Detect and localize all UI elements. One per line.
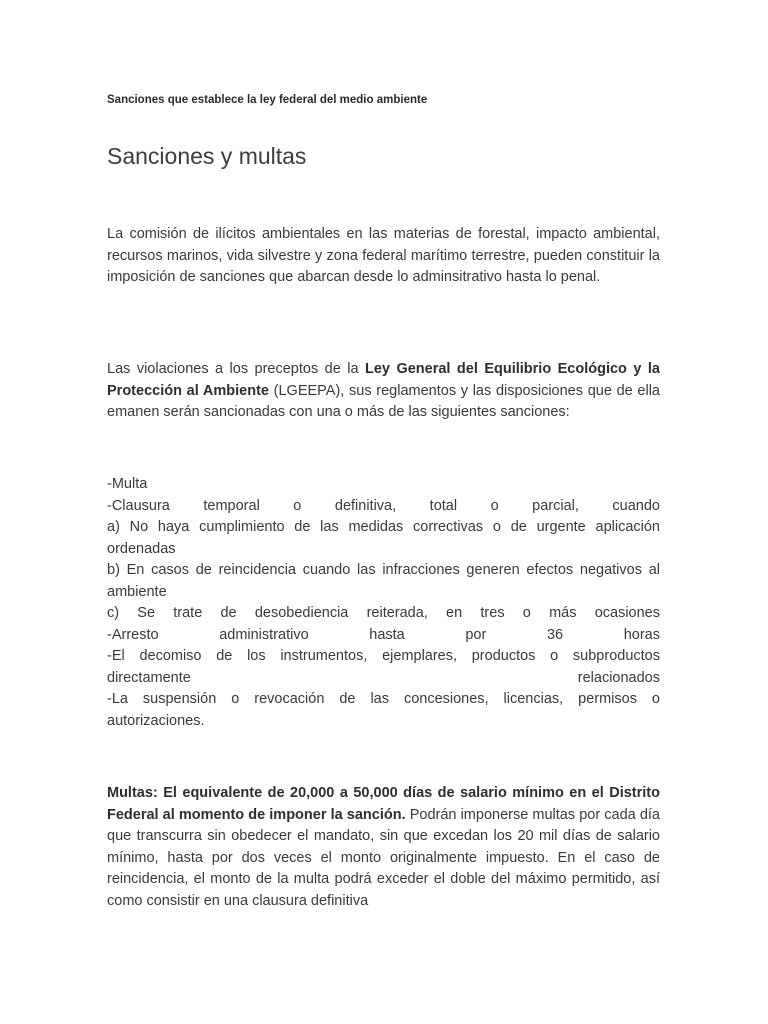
fines-text: Podrán imponerse multas por cada día que transcurra sin obedecer el mandato, sin que excedan los 20 mil días de salario mínimo, hasta por dos veces el monto originalmente impuesto. En el caso de reincidencia, el monto de la multa podrá exceder el doble del máximo permitido, así como consistir en una clausura definitiva	[107, 806, 660, 909]
list-item-clausura: -Clausura temporal o definitiva, total o parcial, cuando	[107, 497, 660, 514]
list-item-a: a) No haya cumplimiento de las medidas correctivas o de urgente aplicación ordenadas	[107, 519, 660, 557]
list-item-arresto: -Arresto administrativo hasta por 36 horas	[107, 626, 660, 643]
violations-text-end: (LGEEPA), sus reglamentos y las disposiciones que de ella emanen serán sancionadas con una o más de las siguientes sanciones:	[107, 382, 660, 420]
violations-paragraph	[107, 359, 660, 424]
fines-heading: Multas: El equivalente de 20,000 a 50,000 días de salario mínimo en el Distrito Federal al momento de imponer la sanción.	[107, 785, 660, 823]
list-item-c: c) Se trate de desobediencia reiterada, en tres o más ocasiones	[107, 605, 660, 621]
list-item-decomiso: -El decomiso de los instrumentos, ejemplares, productos o subproductos	[107, 648, 660, 664]
intro-paragraph: La comisión de ilícitos ambientales en las materias de forestal, impacto ambiental, recursos marinos, vida silvestre y zona federal marítimo terrestre, pueden constituir la imposición de sanciones que abarcan desde lo adminsitrativo hasta lo penal.	[107, 226, 660, 285]
page-title: Sanciones y multas	[107, 143, 307, 169]
violations-text-start: Las violaciones a los preceptos de la	[107, 361, 366, 377]
sanctions-list	[107, 474, 660, 732]
document-header: Sanciones que establece la ley federal del medio ambiente	[107, 94, 428, 106]
fines-paragraph	[107, 783, 660, 912]
list-item-decomiso-continued: directamente relacionados	[107, 669, 660, 686]
law-name: Ley General del Equilibrio Ecológico y la Protección al Ambiente	[107, 361, 660, 399]
list-item-b: b) En casos de reincidencia cuando las infracciones generen efectos negativos al ambiente	[107, 562, 660, 600]
list-item-suspension: -La suspensión o revocación de las concesiones, licencias, permisos o autorizaciones.	[107, 691, 660, 729]
list-item-multa: -Multa	[107, 476, 148, 492]
